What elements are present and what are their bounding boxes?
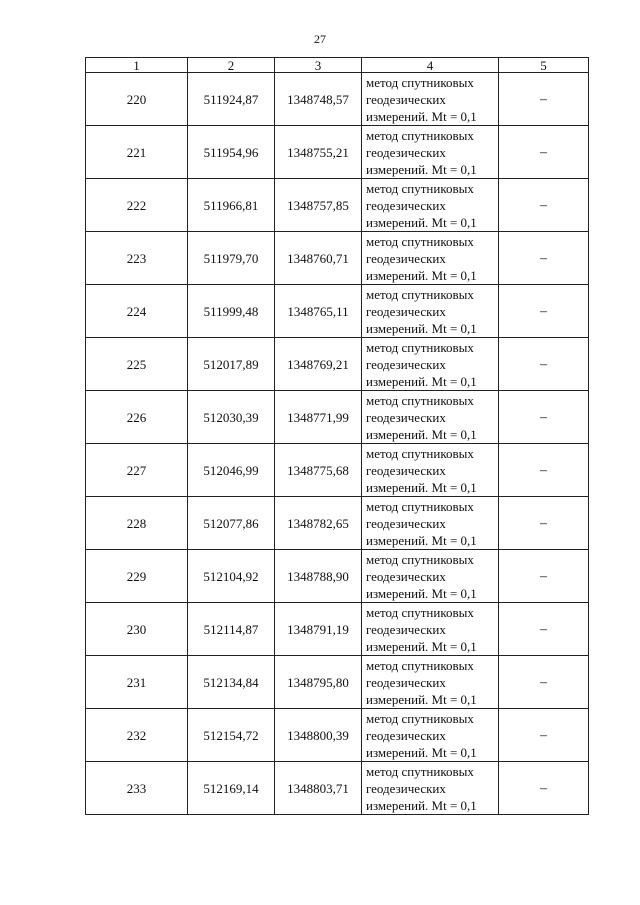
method-line: метод спутниковых — [366, 392, 474, 408]
coordinate-y: 1348775,68 — [275, 444, 362, 497]
coordinate-y: 1348800,39 — [275, 709, 362, 762]
method-line: геодезических — [366, 674, 446, 690]
method-line: геодезических — [366, 462, 446, 478]
point-number: 230 — [86, 603, 188, 656]
point-number: 233 — [86, 762, 188, 815]
method-line: геодезических — [366, 91, 446, 107]
point-number: 221 — [86, 126, 188, 179]
coordinate-y: 1348765,11 — [275, 285, 362, 338]
page-number: 27 — [314, 32, 326, 46]
method-line: метод спутниковых — [366, 74, 474, 90]
method-line: измерений. Mt = 0,1 — [366, 320, 477, 336]
method-description — [362, 391, 499, 444]
coordinate-y: 1348757,85 — [275, 179, 362, 232]
point-number: 220 — [86, 73, 188, 126]
coordinate-x: 512046,99 — [188, 444, 275, 497]
table-header-row — [86, 58, 589, 73]
method-line: геодезических — [366, 621, 446, 637]
method-line: измерений. Mt = 0,1 — [366, 161, 477, 177]
header-col-5: 5 — [499, 58, 589, 73]
coordinate-y: 1348788,90 — [275, 550, 362, 603]
method-line: измерений. Mt = 0,1 — [366, 267, 477, 283]
coordinate-y: 1348791,19 — [275, 603, 362, 656]
table-body — [86, 73, 589, 815]
table-row — [86, 709, 589, 762]
method-line: геодезических — [366, 409, 446, 425]
header-col-3: 3 — [275, 58, 362, 73]
method-line: метод спутниковых — [366, 127, 474, 143]
method-description — [362, 497, 499, 550]
table-row — [86, 762, 589, 815]
method-line: геодезических — [366, 250, 446, 266]
coordinate-y: 1348795,80 — [275, 656, 362, 709]
method-line: измерений. Mt = 0,1 — [366, 638, 477, 654]
coordinate-x: 511924,87 — [188, 73, 275, 126]
method-line: измерений. Mt = 0,1 — [366, 691, 477, 707]
method-description — [362, 709, 499, 762]
note: – — [499, 73, 589, 126]
method-description — [362, 73, 499, 126]
table-row — [86, 497, 589, 550]
table-row — [86, 285, 589, 338]
method-line: геодезических — [366, 303, 446, 319]
method-description — [362, 444, 499, 497]
method-line: измерений. Mt = 0,1 — [366, 532, 477, 548]
method-line: измерений. Mt = 0,1 — [366, 214, 477, 230]
method-line: измерений. Mt = 0,1 — [366, 797, 477, 813]
point-number: 228 — [86, 497, 188, 550]
point-number: 232 — [86, 709, 188, 762]
method-line: метод спутниковых — [366, 233, 474, 249]
method-line: метод спутниковых — [366, 445, 474, 461]
header-col-2: 2 — [188, 58, 275, 73]
method-description — [362, 179, 499, 232]
coordinate-y: 1348748,57 — [275, 73, 362, 126]
method-line: метод спутниковых — [366, 498, 474, 514]
table-row — [86, 656, 589, 709]
table-row — [86, 73, 589, 126]
coordinate-x: 511979,70 — [188, 232, 275, 285]
method-description — [362, 285, 499, 338]
method-line: геодезических — [366, 356, 446, 372]
method-description — [362, 550, 499, 603]
method-line: метод спутниковых — [366, 286, 474, 302]
coordinate-x: 512134,84 — [188, 656, 275, 709]
header-col-4: 4 — [362, 58, 499, 73]
method-line: метод спутниковых — [366, 763, 474, 779]
method-line: метод спутниковых — [366, 604, 474, 620]
table-row — [86, 338, 589, 391]
method-line: метод спутниковых — [366, 339, 474, 355]
method-line: геодезических — [366, 780, 446, 796]
note: – — [499, 762, 589, 815]
method-line: измерений. Mt = 0,1 — [366, 479, 477, 495]
coordinate-x: 511999,48 — [188, 285, 275, 338]
table-row — [86, 126, 589, 179]
coordinate-x: 512030,39 — [188, 391, 275, 444]
table-row — [86, 179, 589, 232]
method-line: метод спутниковых — [366, 657, 474, 673]
coordinate-y: 1348755,21 — [275, 126, 362, 179]
method-line: измерений. Mt = 0,1 — [366, 426, 477, 442]
header-col-1: 1 — [86, 58, 188, 73]
method-description — [362, 232, 499, 285]
point-number: 226 — [86, 391, 188, 444]
method-line: метод спутниковых — [366, 180, 474, 196]
table-row — [86, 603, 589, 656]
point-number: 231 — [86, 656, 188, 709]
method-line: геодезических — [366, 197, 446, 213]
table-row — [86, 550, 589, 603]
note: – — [499, 232, 589, 285]
note: – — [499, 391, 589, 444]
coordinate-x: 512104,92 — [188, 550, 275, 603]
coordinate-y: 1348769,21 — [275, 338, 362, 391]
coordinate-x: 511954,96 — [188, 126, 275, 179]
coordinate-y: 1348760,71 — [275, 232, 362, 285]
point-number: 229 — [86, 550, 188, 603]
coordinates-table — [85, 57, 589, 815]
coordinate-x: 512154,72 — [188, 709, 275, 762]
table-row — [86, 232, 589, 285]
note: – — [499, 126, 589, 179]
method-line: измерений. Mt = 0,1 — [366, 108, 477, 124]
table-row — [86, 444, 589, 497]
coordinate-y: 1348782,65 — [275, 497, 362, 550]
note: – — [499, 179, 589, 232]
method-line: геодезических — [366, 515, 446, 531]
note: – — [499, 550, 589, 603]
method-line: метод спутниковых — [366, 551, 474, 567]
point-number: 227 — [86, 444, 188, 497]
method-description — [362, 338, 499, 391]
method-line: геодезических — [366, 727, 446, 743]
coordinate-y: 1348803,71 — [275, 762, 362, 815]
coordinate-x: 512114,87 — [188, 603, 275, 656]
method-line: измерений. Mt = 0,1 — [366, 585, 477, 601]
coordinate-y: 1348771,99 — [275, 391, 362, 444]
note: – — [499, 285, 589, 338]
method-line: геодезических — [366, 144, 446, 160]
coordinate-x: 512017,89 — [188, 338, 275, 391]
coordinate-x: 512169,14 — [188, 762, 275, 815]
coordinate-x: 511966,81 — [188, 179, 275, 232]
coordinate-x: 512077,86 — [188, 497, 275, 550]
table-row — [86, 391, 589, 444]
note: – — [499, 338, 589, 391]
method-line: измерений. Mt = 0,1 — [366, 744, 477, 760]
note: – — [499, 656, 589, 709]
note: – — [499, 603, 589, 656]
method-description — [362, 126, 499, 179]
note: – — [499, 444, 589, 497]
method-description — [362, 656, 499, 709]
note: – — [499, 709, 589, 762]
method-line: геодезических — [366, 568, 446, 584]
method-line: метод спутниковых — [366, 710, 474, 726]
point-number: 223 — [86, 232, 188, 285]
point-number: 224 — [86, 285, 188, 338]
note: – — [499, 497, 589, 550]
method-description — [362, 762, 499, 815]
point-number: 225 — [86, 338, 188, 391]
method-line: измерений. Mt = 0,1 — [366, 373, 477, 389]
method-description — [362, 603, 499, 656]
point-number: 222 — [86, 179, 188, 232]
